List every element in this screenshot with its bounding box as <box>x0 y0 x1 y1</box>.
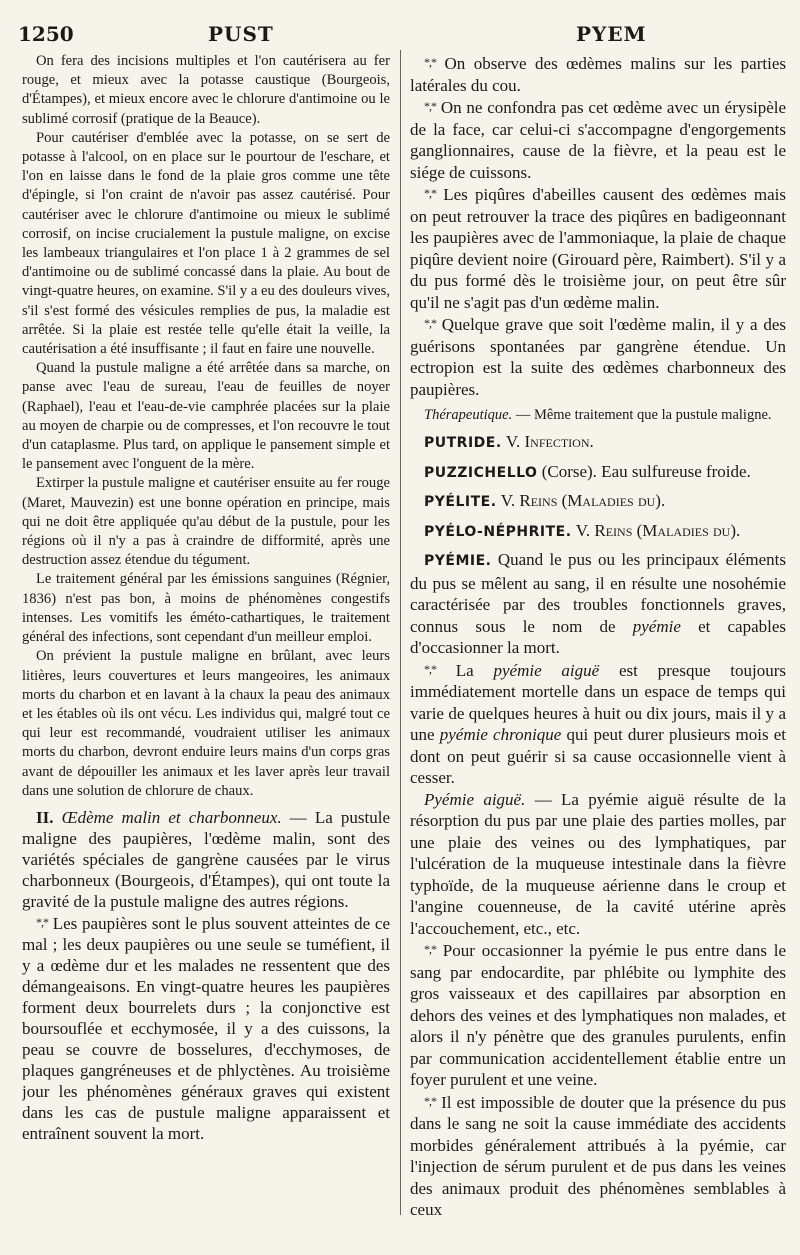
paragraph-text: Les paupières sont le plus souvent atteintes de ce mal ; les deux paupières ou une seule se tuméfient, il y a œdème dur et les malades ne ressentent que des démangeaisons. En vingt-quatre heures les paupières forment deux bourrelets durs ; la conjonctive est boursouflée et ecchymosée, il y a des cuissons, la peau se couvre de bosselures, d'ecchymoses, de plaques gangréneuses et de phlyctènes. Au troisième jour les phénomènes généraux graves qui existent dans les cas de pustule maligne apparaissent et entraînent souvent la mort. <box>22 913 390 1143</box>
entry-text: V. Reins (Maladies du). <box>500 491 666 510</box>
therapeutique-note <box>410 406 786 425</box>
asterism-icon: *,* <box>424 316 436 330</box>
paragraph-text: On observe des œdèmes malins sur les parties latérales du cou. <box>410 54 786 95</box>
asterism-icon: *,* <box>424 99 436 113</box>
paragraph <box>410 52 786 96</box>
paragraph <box>410 789 786 940</box>
paragraph-text: est presque toujours immédiatement mortelle dans un espace de temps qui varie de quelques heures à huit ou dix jours, mais il y a une <box>410 660 786 744</box>
paragraph-text: Pour occasionner la pyémie le pus entre dans le sang par endocardite, par phlébite ou lymphite des gros vaisseaux et des capillaires par absorption en dehors des veines et des lymphatiques non malades, et alors il n'y pénètre que des granules purulents, enfin par communication accidentellement établie entre un foyer purulent et une veine. <box>410 941 786 1089</box>
paragraph-text: Il est impossible de douter que la présence du pus dans le sang ne soit la cause immédiate des accidents morbides généralement attribués à la pyémie, car l'injection de sérum purulent et de pus dans les veines des animaux produit des phénomènes semblables à ceux <box>410 1092 786 1219</box>
page-number: 1250 <box>18 22 74 46</box>
paragraph <box>410 96 786 183</box>
paragraph: Extirper la pustule maligne et cautériser ensuite au fer rouge (Maret, Mauvezin) est une bonne opération en principe, mais qui ne doit être appliquée qu'au début de la pustule, pour les régions où il n'y a pas à craindre de difformité, après une destruction assez étendue du tégument. <box>22 475 390 569</box>
section-title: Œdème malin et charbonneux. <box>61 807 282 827</box>
paragraph: Le traitement général par les émissions sanguines (Régnier, 1836) n'est pas bon, à moins de phénomènes congestifs intenses. Les vomitifs les éméto-cathartiques, le traitement général des infections, sont cependant d'un meilleur emploi. <box>22 571 390 646</box>
subheading-italic: Pyémie aiguë. <box>424 789 526 809</box>
paragraph <box>410 939 786 1091</box>
paragraph-text: — La pyémie aiguë résulte de la résorption du pus par une plaie des parties molles, par une plaie des veines ou des lymphatiques, par l'ulcération de la muqueuse intestinale dans la fièvre typhoïde, de la muqueuse aérienne dans le croup et l'angine couenneuse, de la cavité utérine après l'accouchement, etc., etc. <box>410 789 786 938</box>
paragraph-text-italic: pyémie chronique <box>439 725 562 744</box>
entry-headword: PYÉMIE. <box>424 553 492 569</box>
entry-text: et capables d'occasionner la mort. <box>410 616 786 657</box>
asterism-icon: *,* <box>424 942 436 956</box>
asterism-icon: *,* <box>424 661 436 676</box>
column-divider <box>400 50 401 1215</box>
paragraph-text: Quelque grave que soit l'œdème malin, il y a des guérisons spontanées par gangrène étendue. Un ectropion est la suite des œdèmes charbonneux des paupières. <box>410 315 786 399</box>
asterism-icon: *,* <box>424 55 436 69</box>
section-number: II. <box>36 807 54 827</box>
right-column <box>410 52 786 1232</box>
entry-headword: PUZZICHELLO <box>424 464 538 481</box>
paragraph <box>410 183 786 313</box>
entry-headword: PUTRIDE. <box>424 435 502 451</box>
paragraph <box>22 912 390 1144</box>
entry-pyelo-nephrite <box>410 520 786 544</box>
paragraph-text: On ne confondra pas cet œdème avec un érysipèle de la face, car celui-ci s'accompagne d'engorgements ganglionnaires, cause de la fièvre, et la peau est le siége de cuissons. <box>410 98 786 182</box>
paragraph: On fera des incisions multiples et l'on cautérisera au fer rouge, et mieux avec la potasse caustique (Bourgeois, d'Étampes), et mieux encore avec le chlorure d'antimoine ou le sublimé corrosif (pratique de la Beauce). <box>22 53 390 127</box>
section-text: — La pustule maligne des paupières, l'œdème malin, sont des variétés spéciales de gangrène causées par le virus charbonneux (Bourgeois, d'Étampes), qui ont toute la gravité de la pustule maligne des autres régions. <box>22 807 390 911</box>
paragraph <box>410 1091 786 1221</box>
entry-puzzichello <box>410 461 786 485</box>
paragraph-text-italic: pyémie aiguë <box>493 660 600 680</box>
paragraph-text: qui peut durer plusieurs mois et dont on peut guérir si sa cause occasionnelle vient à cesser. <box>410 725 786 787</box>
running-head-right: PYEM <box>576 22 647 46</box>
entry-text: Quand le pus ou les principaux éléments du pus se mêlent au sang, il en résulte une nosohémie caractérisée par des troubles fonctionnels graves, connus sous le nom de <box>410 550 786 636</box>
asterism-icon: *,* <box>424 1093 436 1108</box>
entry-pyemie <box>410 549 786 659</box>
entry-text-italic: pyémie <box>632 616 681 636</box>
entry-headword: PYÉLO-NÉPHRITE. <box>424 523 572 540</box>
therapeutique-label: Thérapeutique. <box>424 407 513 423</box>
entry-text: (Corse). Eau sulfureuse froide. <box>541 461 751 481</box>
entry-text: V. Infection. <box>505 432 594 451</box>
entry-text: V. Reins (Maladies du). <box>575 520 741 540</box>
paragraph-text: Les piqûres d'abeilles causent des œdèmes mais on peut retrouver la trace des piqûres en badigeonnant les paupières avec de l'ammoniaque, la plaie de chaque piqûre devient noire (Girouard père, Raimbert). S'il y a du pus formé dès le troisième jour, on peut être sûr qu'il ne s'agit pas d'un œdème malin. <box>410 185 786 312</box>
therapeutique-text: — Même traitement que la pustule maligne. <box>515 407 772 423</box>
left-column <box>22 52 390 1232</box>
entry-pyelite <box>410 490 786 514</box>
paragraph <box>410 313 786 400</box>
asterism-icon: *,* <box>424 186 436 200</box>
section-oedeme-malin <box>22 807 390 912</box>
asterism-icon: *,* <box>36 914 48 929</box>
paragraph: On prévient la pustule maligne en brûlant, avec leurs litières, leurs couvertures et leurs mangeoires, les animaux morts du charbon et en lavant à la chaux la peau des animaux et les étables où ils ont vécu. Les individus qui, malgré tout ce qui leur est recommandé, voudraient utiliser les animaux morts du charbon, devront enduire leurs mains d'un corps gras avant de dépouiller les animaux et les laver après leur travail dans une solution de chlorure de chaux. <box>22 648 390 799</box>
paragraph-text: La <box>455 660 474 680</box>
paragraph <box>410 659 786 789</box>
running-head-left: PUST <box>208 22 274 46</box>
entry-putride <box>410 431 786 455</box>
paragraph: Pour cautériser d'emblée avec la potasse, on se sert de potasse à l'alcool, on en place sur le pourtour de l'eschare, et l'on en laisse dans le fond de la plaie gros comme une tête d'épingle, si l'on craint de n'avoir pas assez cautérisé. Pour cautériser avec le chlorure d'antimoine ou mieux le sublimé corrosif, on incise crucialement la pustule maligne, on excise les lambeaux triangulaires et l'on place 1 à 2 grammes de sel d'antimoine ou de sublimé concassé dans la plaie. Au bout de vingt-quatre heures, on examine. S'il y a eu des douleurs vives, s'il s'est formé des vésicules remplies de pus, la maladie est arrêtée. Si la plaie est restée telle qu'elle était la veille, la cautérisation a été insuffisante ; il faut en faire une nouvelle. <box>22 129 390 358</box>
entry-headword: PYÉLITE. <box>424 494 497 510</box>
page-header <box>18 22 782 48</box>
paragraph: Quand la pustule maligne a été arrêtée dans sa marche, on panse avec l'eau de sureau, l'eau de feuilles de noyer (Raphael), l'eau et l'eau-de-vie camphrée placées sur la plaie au moyen de charpie ou de compresses, et l'on recouvre le tout d'un cataplasme. Plus tard, on applique le pansement simple et le pansement avec l'onguent de la mère. <box>22 360 390 473</box>
